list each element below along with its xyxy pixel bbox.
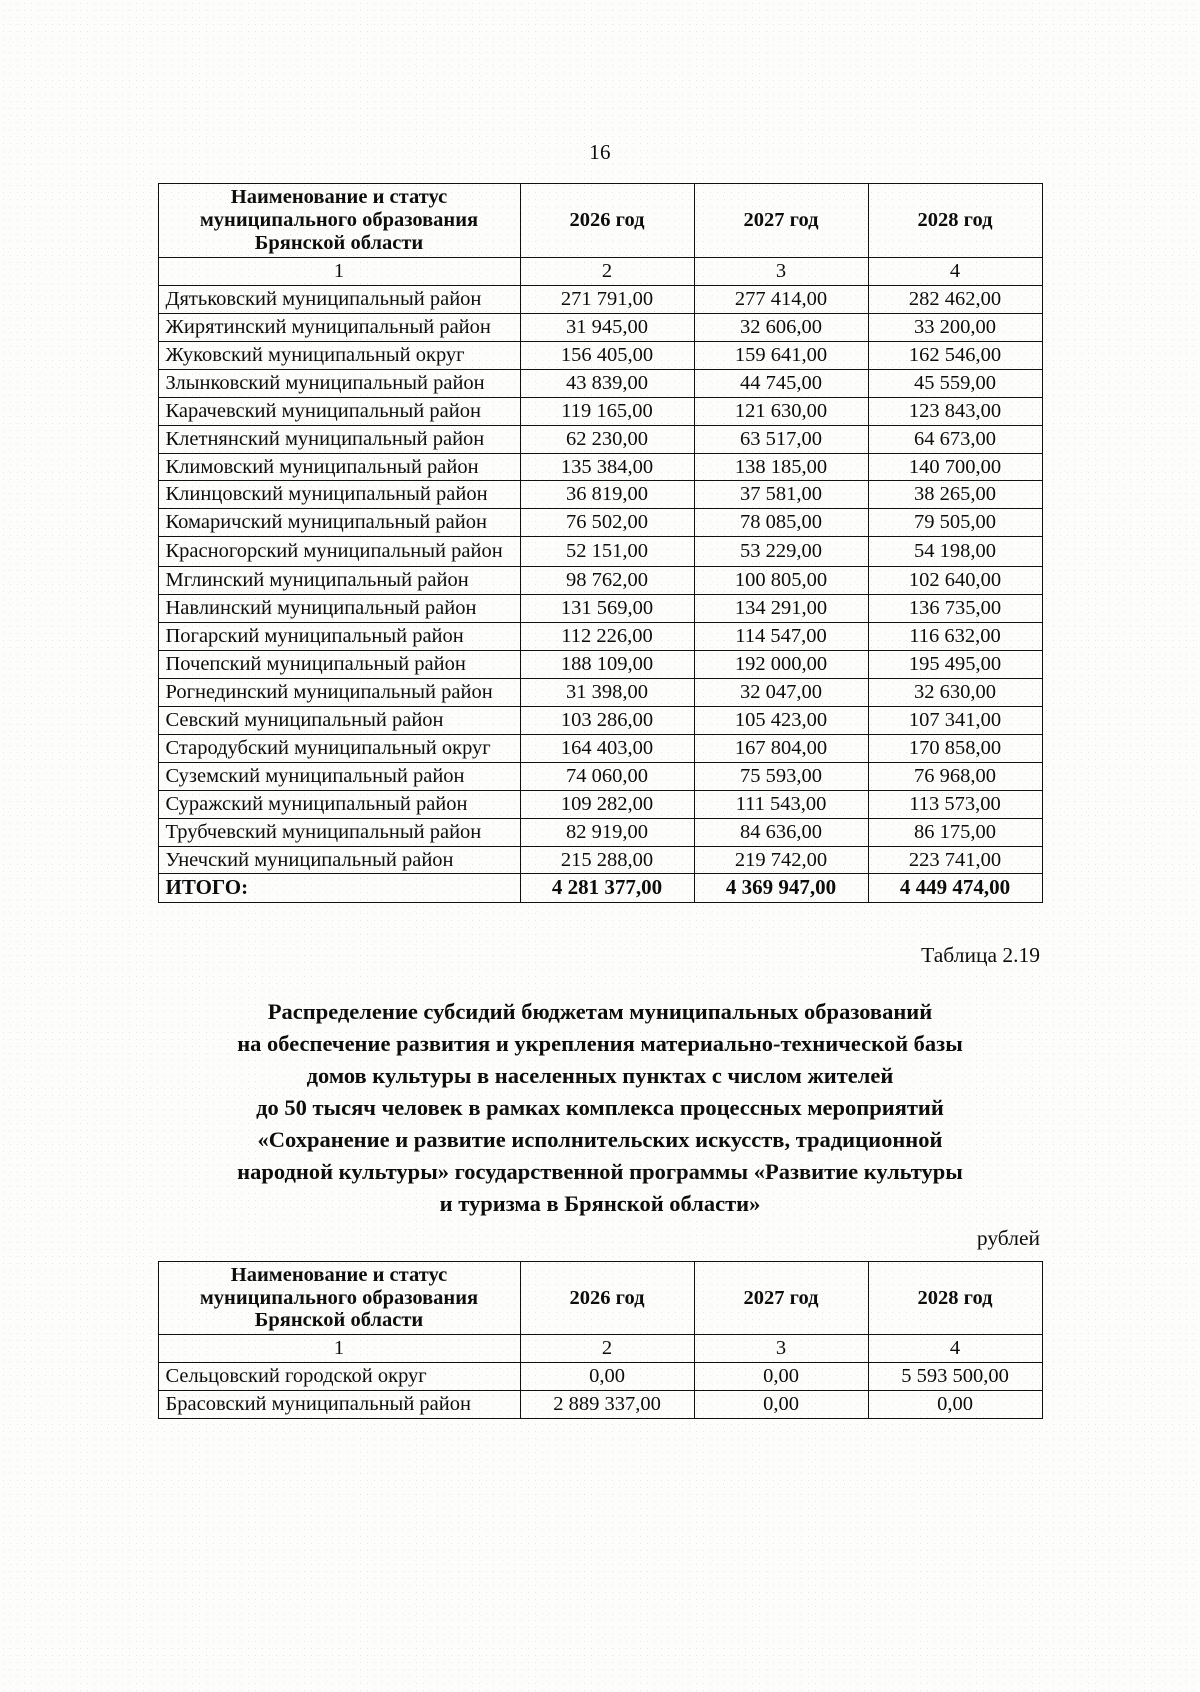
- municipality-name: Трубчевский муниципальный район: [158, 818, 520, 846]
- municipality-name: Суражский муниципальный район: [158, 790, 520, 818]
- table-row: [158, 762, 1042, 790]
- column-number-2: 2: [520, 257, 694, 285]
- value-2027: 44 745,00: [694, 369, 868, 397]
- section-title-line-1: Распределение субсидий бюджетам муниципальных образований: [267, 998, 933, 1024]
- value-2026: 62 230,00: [520, 425, 694, 453]
- value-2026: 82 919,00: [520, 818, 694, 846]
- value-2026: 188 109,00: [520, 650, 694, 678]
- value-2026: 271 791,00: [520, 285, 694, 313]
- municipality-name: Рогнединский муниципальный район: [158, 678, 520, 706]
- value-2027: 32 606,00: [694, 313, 868, 341]
- subsidies-table-2: [158, 1261, 1043, 1420]
- value-2028: 282 462,00: [868, 285, 1042, 313]
- column-number-row: [158, 1335, 1042, 1363]
- page-number: 16: [589, 140, 611, 164]
- table-row: [158, 1391, 1042, 1419]
- municipality-name: Клетнянский муниципальный район: [158, 425, 520, 453]
- column-header-2028: 2028 год: [868, 1261, 1042, 1335]
- section-title-line-3: домов культуры в населенных пунктах с числом жителей: [306, 1062, 894, 1088]
- value-2026: 164 403,00: [520, 734, 694, 762]
- value-2026: 109 282,00: [520, 790, 694, 818]
- value-2026: 103 286,00: [520, 706, 694, 734]
- table-row: [158, 622, 1042, 650]
- municipality-name: Климовский муниципальный район: [158, 453, 520, 481]
- value-2027: 111 543,00: [694, 790, 868, 818]
- municipality-name: Сельцовский городской округ: [158, 1363, 520, 1391]
- value-2026: 0,00: [520, 1363, 694, 1391]
- table-total-row: [158, 874, 1042, 903]
- header-line-2: муниципального образования: [199, 208, 479, 231]
- table-row: [158, 453, 1042, 481]
- municipality-name: Злынковский муниципальный район: [158, 369, 520, 397]
- header-line-3: Брянской области: [254, 231, 424, 254]
- table-row: [158, 734, 1042, 762]
- table-row: [158, 678, 1042, 706]
- table-row: [158, 537, 1042, 567]
- table-row: [158, 397, 1042, 425]
- table-row: [158, 594, 1042, 622]
- header-line-3: Брянской области: [254, 1309, 424, 1332]
- value-2026: 74 060,00: [520, 762, 694, 790]
- municipality-name: Почепский муниципальный район: [158, 650, 520, 678]
- value-2027: 84 636,00: [694, 818, 868, 846]
- column-number-row: [158, 257, 1042, 285]
- column-number-3: 3: [694, 257, 868, 285]
- value-2026: 119 165,00: [520, 397, 694, 425]
- value-2026: 76 502,00: [520, 509, 694, 537]
- table-row: [158, 566, 1042, 594]
- section-title-line-2: на обеспечение развития и укрепления материально-технической базы: [237, 1030, 963, 1056]
- column-number-4: 4: [868, 257, 1042, 285]
- value-2028: 45 559,00: [868, 369, 1042, 397]
- table-row: [158, 790, 1042, 818]
- column-header-2027: 2027 год: [694, 184, 868, 258]
- value-2026: 131 569,00: [520, 594, 694, 622]
- value-2027: 78 085,00: [694, 509, 868, 537]
- municipality-name: Погарский муниципальный район: [158, 622, 520, 650]
- value-2027: 134 291,00: [694, 594, 868, 622]
- column-header-2026: 2026 год: [520, 1261, 694, 1335]
- value-2028: 76 968,00: [868, 762, 1042, 790]
- value-2027: 192 000,00: [694, 650, 868, 678]
- table-header-row: [158, 184, 1042, 258]
- value-2026: 215 288,00: [520, 846, 694, 874]
- municipality-name: Севский муниципальный район: [158, 706, 520, 734]
- column-number-3: 3: [694, 1335, 868, 1363]
- table-row: [158, 341, 1042, 369]
- municipality-name: Суземский муниципальный район: [158, 762, 520, 790]
- municipality-name: Жирятинский муниципальный район: [158, 313, 520, 341]
- table-row: [158, 425, 1042, 453]
- value-2027: 138 185,00: [694, 453, 868, 481]
- value-2028: 195 495,00: [868, 650, 1042, 678]
- table-row: [158, 650, 1042, 678]
- value-2028: 162 546,00: [868, 341, 1042, 369]
- table-row: [158, 285, 1042, 313]
- value-2028: 113 573,00: [868, 790, 1042, 818]
- table-row: [158, 846, 1042, 874]
- value-2026: 52 151,00: [520, 537, 694, 567]
- table-row: [158, 369, 1042, 397]
- section-title-line-5: «Сохранение и развитие исполнительских искусств, традиционной: [257, 1126, 943, 1152]
- header-line-2: муниципального образования: [199, 1286, 479, 1309]
- value-2027: 37 581,00: [694, 481, 868, 509]
- value-2028: 5 593 500,00: [868, 1363, 1042, 1391]
- column-header-2028: 2028 год: [868, 184, 1042, 258]
- value-2026: 43 839,00: [520, 369, 694, 397]
- value-2026: 112 226,00: [520, 622, 694, 650]
- table-body: [158, 285, 1042, 902]
- value-2027: 114 547,00: [694, 622, 868, 650]
- table-body: [158, 1363, 1042, 1419]
- table-row: [158, 818, 1042, 846]
- municipality-name: Стародубский муниципальный округ: [158, 734, 520, 762]
- table-row: [158, 706, 1042, 734]
- value-2026: 156 405,00: [520, 341, 694, 369]
- value-2026: 135 384,00: [520, 453, 694, 481]
- value-2026: 36 819,00: [520, 481, 694, 509]
- column-number-2: 2: [520, 1335, 694, 1363]
- value-2027: 159 641,00: [694, 341, 868, 369]
- header-line-1: Наименование и статус: [230, 1263, 448, 1286]
- value-2028: 32 630,00: [868, 678, 1042, 706]
- table-row: [158, 509, 1042, 537]
- value-2027: 0,00: [694, 1363, 868, 1391]
- value-2027: 219 742,00: [694, 846, 868, 874]
- total-value-2027: 4 369 947,00: [694, 874, 868, 903]
- value-2027: 121 630,00: [694, 397, 868, 425]
- value-2026: 31 945,00: [520, 313, 694, 341]
- value-2028: 33 200,00: [868, 313, 1042, 341]
- value-2028: 86 175,00: [868, 818, 1042, 846]
- value-2028: 136 735,00: [868, 594, 1042, 622]
- value-2027: 277 414,00: [694, 285, 868, 313]
- value-2027: 75 593,00: [694, 762, 868, 790]
- column-header-2027: 2027 год: [694, 1261, 868, 1335]
- value-2026: 31 398,00: [520, 678, 694, 706]
- column-header-2026: 2026 год: [520, 184, 694, 258]
- value-2028: 102 640,00: [868, 566, 1042, 594]
- column-header-name: [158, 1261, 520, 1335]
- value-2026: 2 889 337,00: [520, 1391, 694, 1419]
- value-2028: 79 505,00: [868, 509, 1042, 537]
- value-2028: 140 700,00: [868, 453, 1042, 481]
- total-value-2026: 4 281 377,00: [520, 874, 694, 903]
- municipality-name: Красногорский муниципальный район: [158, 537, 520, 567]
- municipality-name: Мглинский муниципальный район: [158, 566, 520, 594]
- municipality-name: Комаричский муниципальный район: [158, 509, 520, 537]
- value-2027: 63 517,00: [694, 425, 868, 453]
- units-label: рублей: [976, 1225, 1040, 1250]
- value-2028: 64 673,00: [868, 425, 1042, 453]
- value-2026: 98 762,00: [520, 566, 694, 594]
- column-number-4: 4: [868, 1335, 1042, 1363]
- value-2028: 0,00: [868, 1391, 1042, 1419]
- total-value-2028: 4 449 474,00: [868, 874, 1042, 903]
- municipality-name: Клинцовский муниципальный район: [158, 481, 520, 509]
- table-header-row: [158, 1261, 1042, 1335]
- municipality-name: Навлинский муниципальный район: [158, 594, 520, 622]
- column-number-1: 1: [158, 257, 520, 285]
- value-2027: 100 805,00: [694, 566, 868, 594]
- value-2027: 53 229,00: [694, 537, 868, 567]
- table-caption: Таблица 2.19: [921, 942, 1040, 967]
- municipality-name: Жуковский муниципальный округ: [158, 341, 520, 369]
- section-title-line-6: народной культуры» государственной программы «Развитие культуры: [237, 1158, 963, 1184]
- value-2027: 0,00: [694, 1391, 868, 1419]
- value-2028: 116 632,00: [868, 622, 1042, 650]
- subsidies-table-1: [158, 183, 1043, 903]
- table-row: [158, 1363, 1042, 1391]
- value-2028: 54 198,00: [868, 537, 1042, 567]
- value-2028: 107 341,00: [868, 706, 1042, 734]
- value-2028: 223 741,00: [868, 846, 1042, 874]
- table-row: [158, 481, 1042, 509]
- municipality-name: Брасовский муниципальный район: [158, 1391, 520, 1419]
- value-2027: 32 047,00: [694, 678, 868, 706]
- municipality-name: Унечский муниципальный район: [158, 846, 520, 874]
- value-2028: 123 843,00: [868, 397, 1042, 425]
- header-line-1: Наименование и статус: [230, 186, 448, 208]
- total-label: ИТОГО:: [158, 874, 520, 903]
- section-title-line-4: до 50 тысяч человек в рамках комплекса процессных мероприятий: [256, 1094, 944, 1120]
- value-2028: 170 858,00: [868, 734, 1042, 762]
- municipality-name: Карачевский муниципальный район: [158, 397, 520, 425]
- column-header-name: [158, 184, 520, 258]
- section-title: [150, 996, 1050, 1220]
- value-2027: 105 423,00: [694, 706, 868, 734]
- municipality-name: Дятьковский муниципальный район: [158, 285, 520, 313]
- value-2027: 167 804,00: [694, 734, 868, 762]
- value-2028: 38 265,00: [868, 481, 1042, 509]
- column-number-1: 1: [158, 1335, 520, 1363]
- section-title-line-7: и туризма в Брянской области»: [439, 1190, 761, 1216]
- table-row: [158, 313, 1042, 341]
